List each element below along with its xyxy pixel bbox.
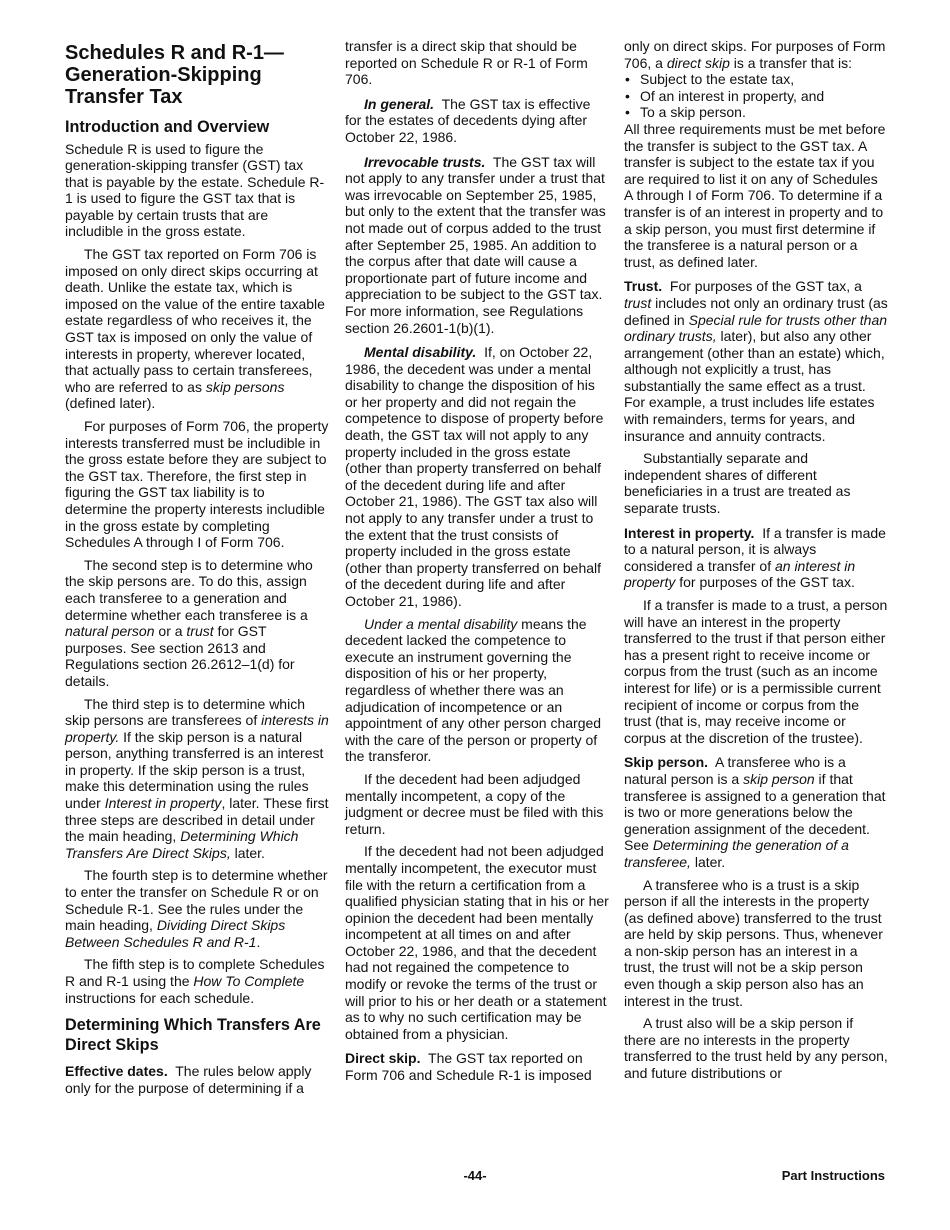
bullet-icon: • (625, 71, 630, 88)
paragraph-gst-direct-skips: The GST tax reported on Form 706 is imposed on only direct skips occurring at death. Unlike the estate tax, which is imposed on the value of the entire taxable estate regardless of who receives it, the GST tax is imposed on only the value of interests in property, wherever located, that actually pass to certain transferees, who are referred to as skip persons (defined later). (65, 246, 325, 412)
paragraph-interest-in-property: Interest in property. If a transfer is made to a natural person, it is always considered a transfer of an interest in property for purposes of the GST tax. (624, 524, 886, 591)
list-item: • Subject to the estate tax, (625, 71, 795, 88)
paragraph-fifth-step: The fifth step is to complete Schedules R and R-1 using the How To Complete instructions for each schedule. (65, 956, 325, 1006)
paragraph-second-step: The second step is to determine who the skip persons are. To do this, assign each transferee to a generation and determine whether each transferee is a natural person or a trust for GST purposes. See section 2613 and Regulations section 26.2612–1(d) for details. (65, 556, 313, 689)
paragraph-under-mental-disability: Under a mental disability means the decedent lacked the competence to execute an instrument governing the disposition of his or her property, regardless of whether there was an adjudication of incompetence or an appointment of any other person charged with the care of the person or property of the transferor. (345, 615, 602, 765)
paragraph-not-adjudged: If the decedent had not been adjudged mentally incompetent, the executor must file with the return a certification from a qualified physician stating that in his or her opinion the decedent had been mentally incompetent at all times on and after October 22, 1986, and that the decedent had not regained the competence to modify or revoke the terms of the trust or will prior to his or her death or a statement as to why no such certification may be obtained from a physician. (345, 843, 609, 1042)
paragraph-trust-skip-person: A transferee who is a trust is a skip person if all the interests in the property (as defined above) transferred to the trust are held by skip persons. Thus, whenever a non-skip person has an interest in a trust, the trust will not be a skip person even though a skip person also has an interest in the trust. (624, 876, 883, 1009)
paragraph-direct-skip: Direct skip. The GST tax reported on Form 706 and Schedule R-1 is imposed (345, 1050, 592, 1084)
paragraph-fourth-step: The fourth step is to determine whether to enter the transfer on Schedule R or on Schedule R-1. See the rules under the main heading, Dividing Direct Skips Between Schedules R and R-1. (65, 867, 328, 950)
paragraph-adjudged-incompetent: If the decedent had been adjudged mentally incompetent, a copy of the judgment or decree must be filed with this return. (345, 770, 604, 837)
paragraph-first-step: For purposes of Form 706, the property interests transferred must be includible in the gross estate before they are subject to the GST tax. Therefore, the first step in figuring the GST tax liability is to determine the property interests includible in the gross estate by completing Schedules A through I of Form 706. (65, 418, 329, 551)
requirements-list (624, 71, 888, 121)
list-item: • To a skip person. (625, 104, 746, 121)
footer-part-label: Part Instructions (781, 1168, 885, 1183)
column-left (65, 38, 330, 1102)
paragraph-transfer-to-trust: If a transfer is made to a trust, a person will have an interest in the property transferred to the trust if that person either has a present right to receive income or corpus from the trust (such as an income interest for life) or is a permissible current recipient of income or corpus from the trust (that is, may receive income or corpus at the discretion of the trustee). (624, 597, 888, 746)
paragraph-effective-dates: Effective dates. The rules below apply only for the purpose of determining if a (65, 1063, 312, 1096)
bullet-icon: • (625, 104, 630, 121)
list-item: • Of an interest in property, and (625, 87, 825, 104)
paragraph-schedule-r-purpose: Schedule R is used to figure the generation-skipping transfer (GST) tax that is payable by the estate. Schedule R-1 is used to figure the GST tax that is payable by certain trusts that are includible in the gross estate. (65, 140, 325, 240)
heading-determining-direct-skips: Determining Which Transfers Are Direct Skips (65, 1016, 321, 1054)
paragraph-continued: transfer is a direct skip that should be reported on Schedule R or R-1 of Form 706. (345, 38, 588, 88)
column-right (624, 38, 888, 1088)
paragraph-mental-disability: Mental disability. If, on October 22, 1986, the decedent was under a mental disability to change the disposition of his or her property and did not regain the competence to dispose of property before death, the GST tax will not apply to any property included in the gross estate (other than property transferred on behalf of the decedent during life and after October 21, 1986). The GST tax also will not apply to any transfer under a trust to the extent that the trust consists of property included in the gross estate (other than property transferred on behalf of the decedent during life and after October 21, 1986). (345, 344, 604, 609)
bullet-icon: • (625, 87, 630, 104)
page-number: -44- (463, 1168, 487, 1183)
paragraph-trust-no-interests: A trust also will be a skip person if there are no interests in the property transferred to the trust held by any person, and future distributions or (624, 1015, 888, 1082)
paragraph-direct-skip-continued: only on direct skips. For purposes of Form 706, a direct skip is a transfer that is: (624, 38, 886, 71)
column-middle (345, 38, 609, 1090)
paragraph-all-three-requirements: All three requirements must be met before the transfer is subject to the GST tax. A transfer is subject to the estate tax if you are required to list it on any of Schedules A through I of Form 706. To determine if a transfer is of an interest in property and to a skip person, you must first determine if the transferee is a natural person or a trust, as defined later. (624, 120, 886, 270)
paragraph-trust: Trust. For purposes of the GST tax, a trust includes not only an ordinary trust (as defined in Special rule for trusts other than ordinary trusts, later), but also any other arrangement (other than an estate) which, although not explicitly a trust, has substantially the same effect as a trust. For example, a trust includes life estates with remainders, terms for years, and insurance and annuity contracts. (624, 278, 888, 444)
paragraph-skip-person: Skip person. A transferee who is a natural person is a skip person if that transferee is assigned to a generation that is two or more generations below the generation assignment of the decedent. See Determining the generation of a transferee, later. (624, 754, 886, 870)
heading-introduction: Introduction and Overview (65, 118, 270, 136)
page-title: Schedules R and R-1—Generation-Skipping Transfer Tax (65, 42, 284, 108)
paragraph-irrevocable-trusts: Irrevocable trusts. The GST tax will not apply to any transfer under a trust that was irrevocable on September 25, 1985, but only to the extent that the transfer was not made out of corpus added to the trust after September 25, 1985. An addition to the corpus after that date will cause a proportionate part of future income and appreciation to be subject to the GST tax. For more information, see Regulations section 26.2601-1(b)(1). (345, 153, 606, 336)
paragraph-in-general: In general. The GST tax is effective for the estates of decedents dying after October 22, 1986. (345, 95, 591, 145)
paragraph-third-step: The third step is to determine which skip persons are transferees of interests in property. If the skip person is a natural person, anything transferred is an interest in property. If the skip person is a trust, make this determination using the rules under Interest in property, later. These first three steps are described in detail under the main heading, Determining Which Transfers Are Direct Skips, later. (65, 695, 329, 861)
paragraph-separate-shares: Substantially separate and independent shares of different beneficiaries in a trust are treated as separate trusts. (624, 450, 851, 517)
